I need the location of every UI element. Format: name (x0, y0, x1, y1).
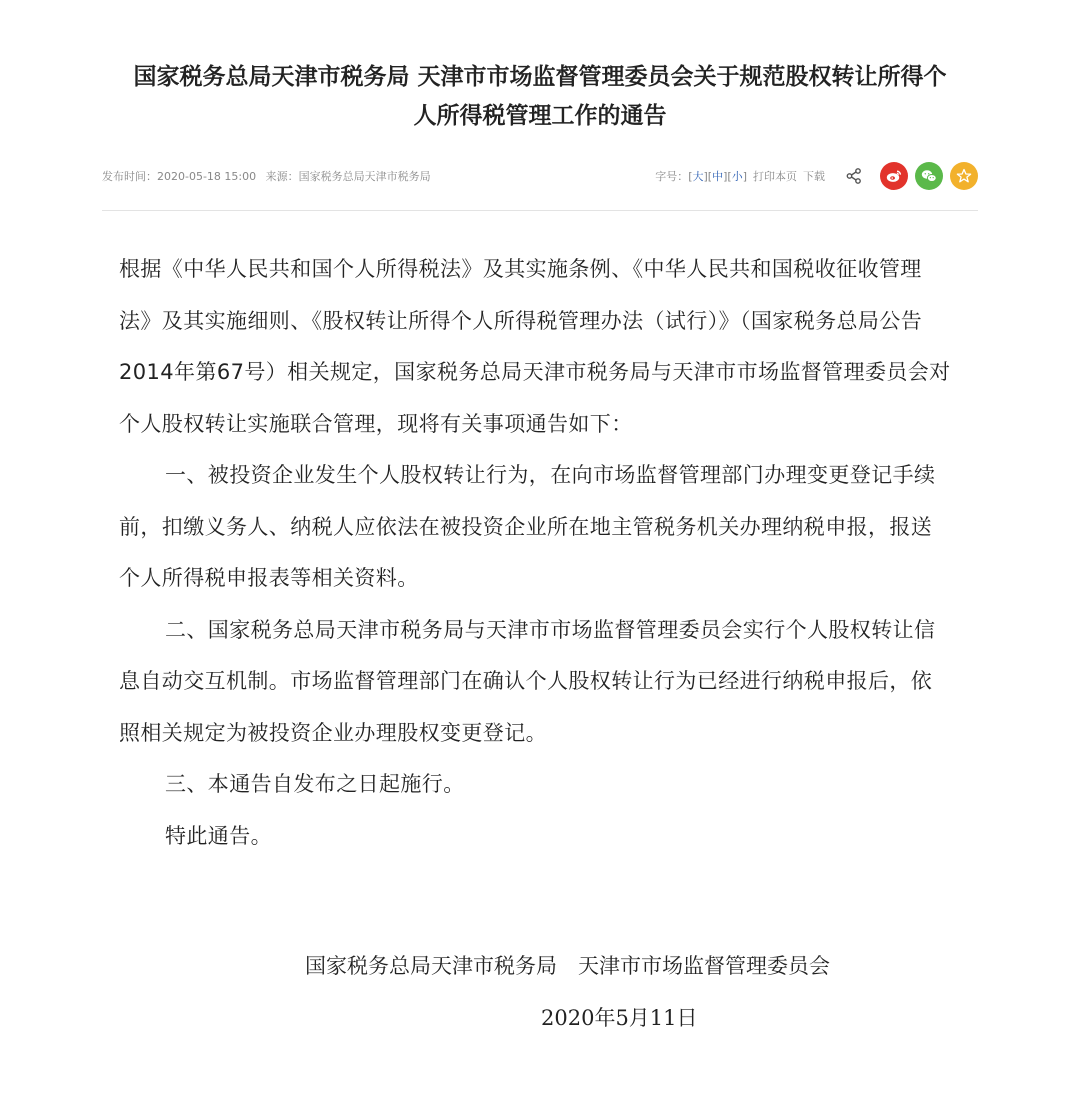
body-paragraph: 二、国家税务总局天津市税务局与天津市市场监督管理委员会实行个人股权转让信息自动交互机制。市场监督管理部门在确认个人股权转让行为已经进行纳税申报后，依照相关规定为被投资企业办理股权变更登记。 (119, 617, 936, 745)
signature-date: 2020年5月11日 (541, 1006, 698, 1030)
wechat-icon (920, 167, 938, 185)
body-paragraph: 三、本通告自发布之日起施行。 (165, 772, 465, 796)
article-meta-bar (102, 160, 978, 192)
print-link[interactable]: 打印本页 (753, 170, 797, 183)
font-size-switcher: 字号： [ 大 ][ 中 ][ 小 ] 打印本页 下载 (655, 169, 825, 183)
font-size-label: 字号： (655, 170, 689, 183)
download-link[interactable]: 下载 (803, 170, 825, 183)
signature-orgs: 国家税务总局天津市税务局 天津市市场监督管理委员会 (305, 954, 830, 978)
favorite-button[interactable] (950, 162, 978, 190)
source-name: 国家税务总局天津市税务局 (298, 170, 431, 183)
header-divider (102, 210, 978, 211)
weibo-share-button[interactable] (880, 162, 908, 190)
publish-time-label: 发布时间： (102, 170, 157, 183)
wechat-share-button[interactable] (915, 162, 943, 190)
title-line-2: 人所得税管理工作的通告 (413, 103, 667, 129)
article-body (119, 244, 953, 862)
publish-info (102, 168, 437, 184)
weibo-icon (885, 167, 903, 185)
font-size-small-link[interactable]: 小 (731, 170, 743, 183)
publish-time: 2020-05-18 15:00 (157, 170, 257, 183)
source-label: 来源： (265, 170, 299, 183)
share-icon[interactable] (845, 167, 863, 185)
font-size-large-link[interactable]: 大 (692, 170, 704, 183)
article-title (100, 58, 980, 136)
article-tools (655, 162, 978, 190)
body-paragraph: 一、被投资企业发生个人股权转让行为，在向市场监督管理部门办理变更登记手续前，扣缴义务人、纳税人应依法在被投资企业所在地主管税务机关办理纳税申报，报送个人所得税申报表等相关资料。 (119, 463, 936, 590)
title-line-1: 国家税务总局天津市税务局 天津市市场监督管理委员会关于规范股权转让所得个 (133, 64, 947, 90)
body-paragraph: 根据《中华人民共和国个人所得税法》及其实施条例、《中华人民共和国税收征收管理法》及其实施细则、《股权转让所得个人所得税管理办法（试行）》（国家税务总局公告2014年第67号）相关规定，国家税务总局天津市税务局与天津市市场监督管理委员会对个人股权转让实施联合管理，现将有关事项通告如下： (119, 257, 951, 436)
font-size-medium-link[interactable]: 中 (712, 170, 724, 183)
favorite-star-icon (955, 167, 973, 185)
body-paragraph: 特此通告。 (165, 823, 272, 848)
